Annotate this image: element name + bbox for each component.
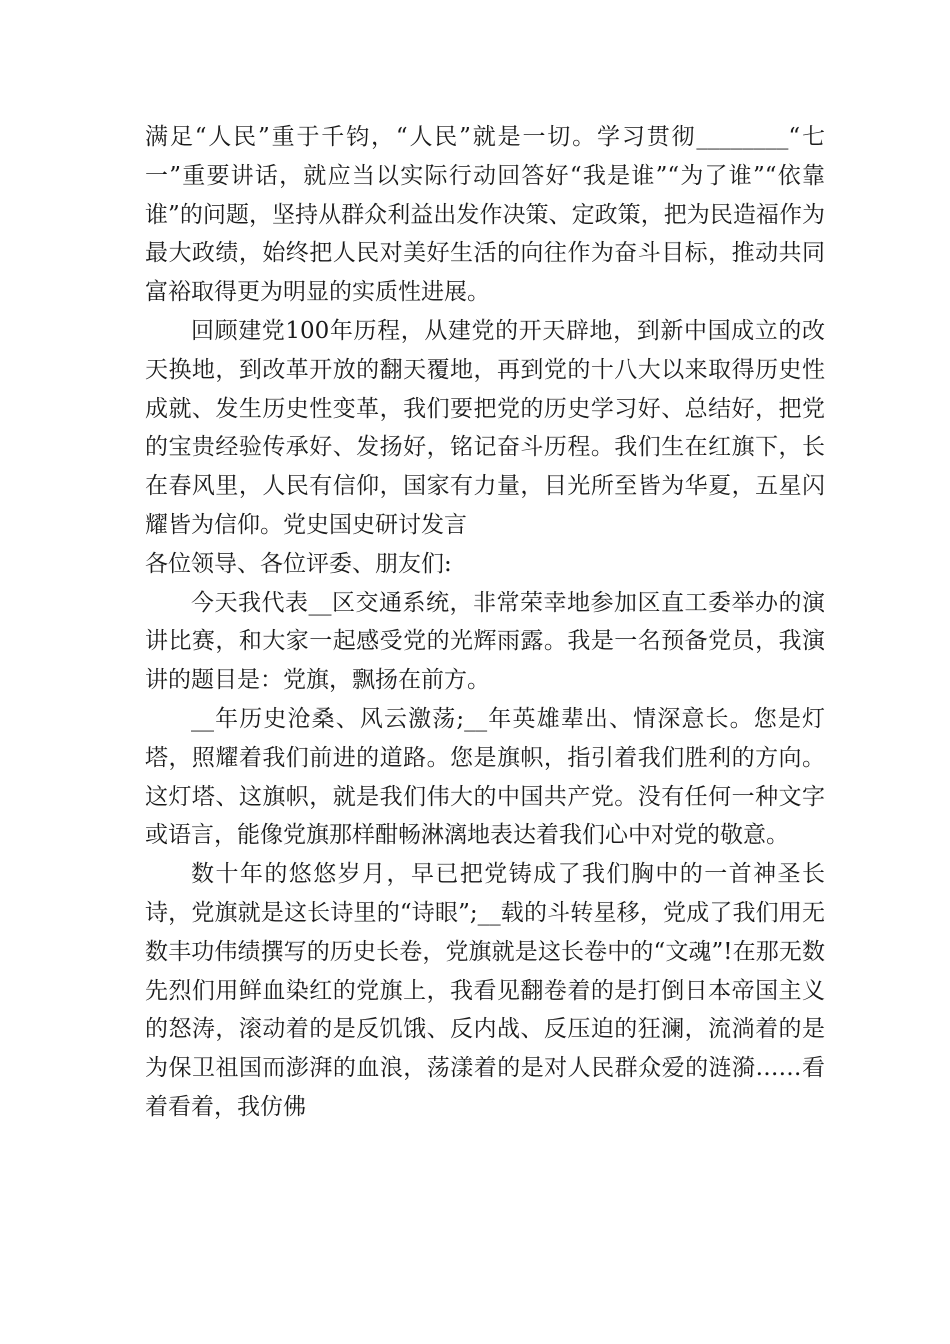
paragraph-5: __年历史沧桑、风云激荡;__年英雄辈出、情深意长。您是灯塔，照耀着我们前进的道路。您是旗帜，指引着我们胜利的方向。这灯塔、这旗帜，就是我们伟大的中国共产党。没有任何一种文字或语言，能像党旗那样酣畅淋漓地表达着我们心中对党的敬意。 <box>145 705 825 849</box>
paragraph-3: 各位领导、各位评委、朋友们: <box>145 550 452 577</box>
document-page <box>145 118 825 1127</box>
paragraph-2: 回顾建党100年历程，从建党的开天辟地，到新中国成立的改天换地，到改革开放的翻天覆地，再到党的十八大以来取得历史性成就、发生历史性变革，我们要把党的历史学习好、总结好，把党的宝贵经验传承好、发扬好，铭记奋斗历程。我们生在红旗下，长在春风里，人民有信仰，国家有力量，目光所至皆为华夏，五星闪耀皆为信仰。党史国史研讨发言 <box>145 317 825 538</box>
paragraph-1: 满足“人民”重于千钧，“人民”就是一切。学习贯彻________“七一”重要讲话，就应当以实际行动回答好“我是谁”“为了谁”“依靠谁”的问题，坚持从群众利益出发作决策、定政策，把为民造福作为最大政绩，始终把人民对美好生活的向往作为奋斗目标，推动共同富裕取得更为明显的实质性进展。 <box>145 124 825 306</box>
paragraph-4: 今天我代表__区交通系统，非常荣幸地参加区直工委举办的演讲比赛，和大家一起感受党的光辉雨露。我是一名预备党员，我演讲的题目是：党旗，飘扬在前方。 <box>145 589 825 694</box>
paragraph-6: 数十年的悠悠岁月，早已把党铸成了我们胸中的一首神圣长诗，党旗就是这长诗里的“诗眼”;__载的斗转星移，党成了我们用无数丰功伟绩撰写的历史长卷，党旗就是这长卷中的“文魂”!在那无数先烈们用鲜血染红的党旗上，我看见翻卷着的是打倒日本帝国主义的怒涛，滚动着的是反饥饿、反内战、反压迫的狂澜，流淌着的是为保卫祖国而澎湃的血浪，荡漾着的是对人民群众爱的涟漪……看着看着，我仿佛 <box>145 861 825 1120</box>
